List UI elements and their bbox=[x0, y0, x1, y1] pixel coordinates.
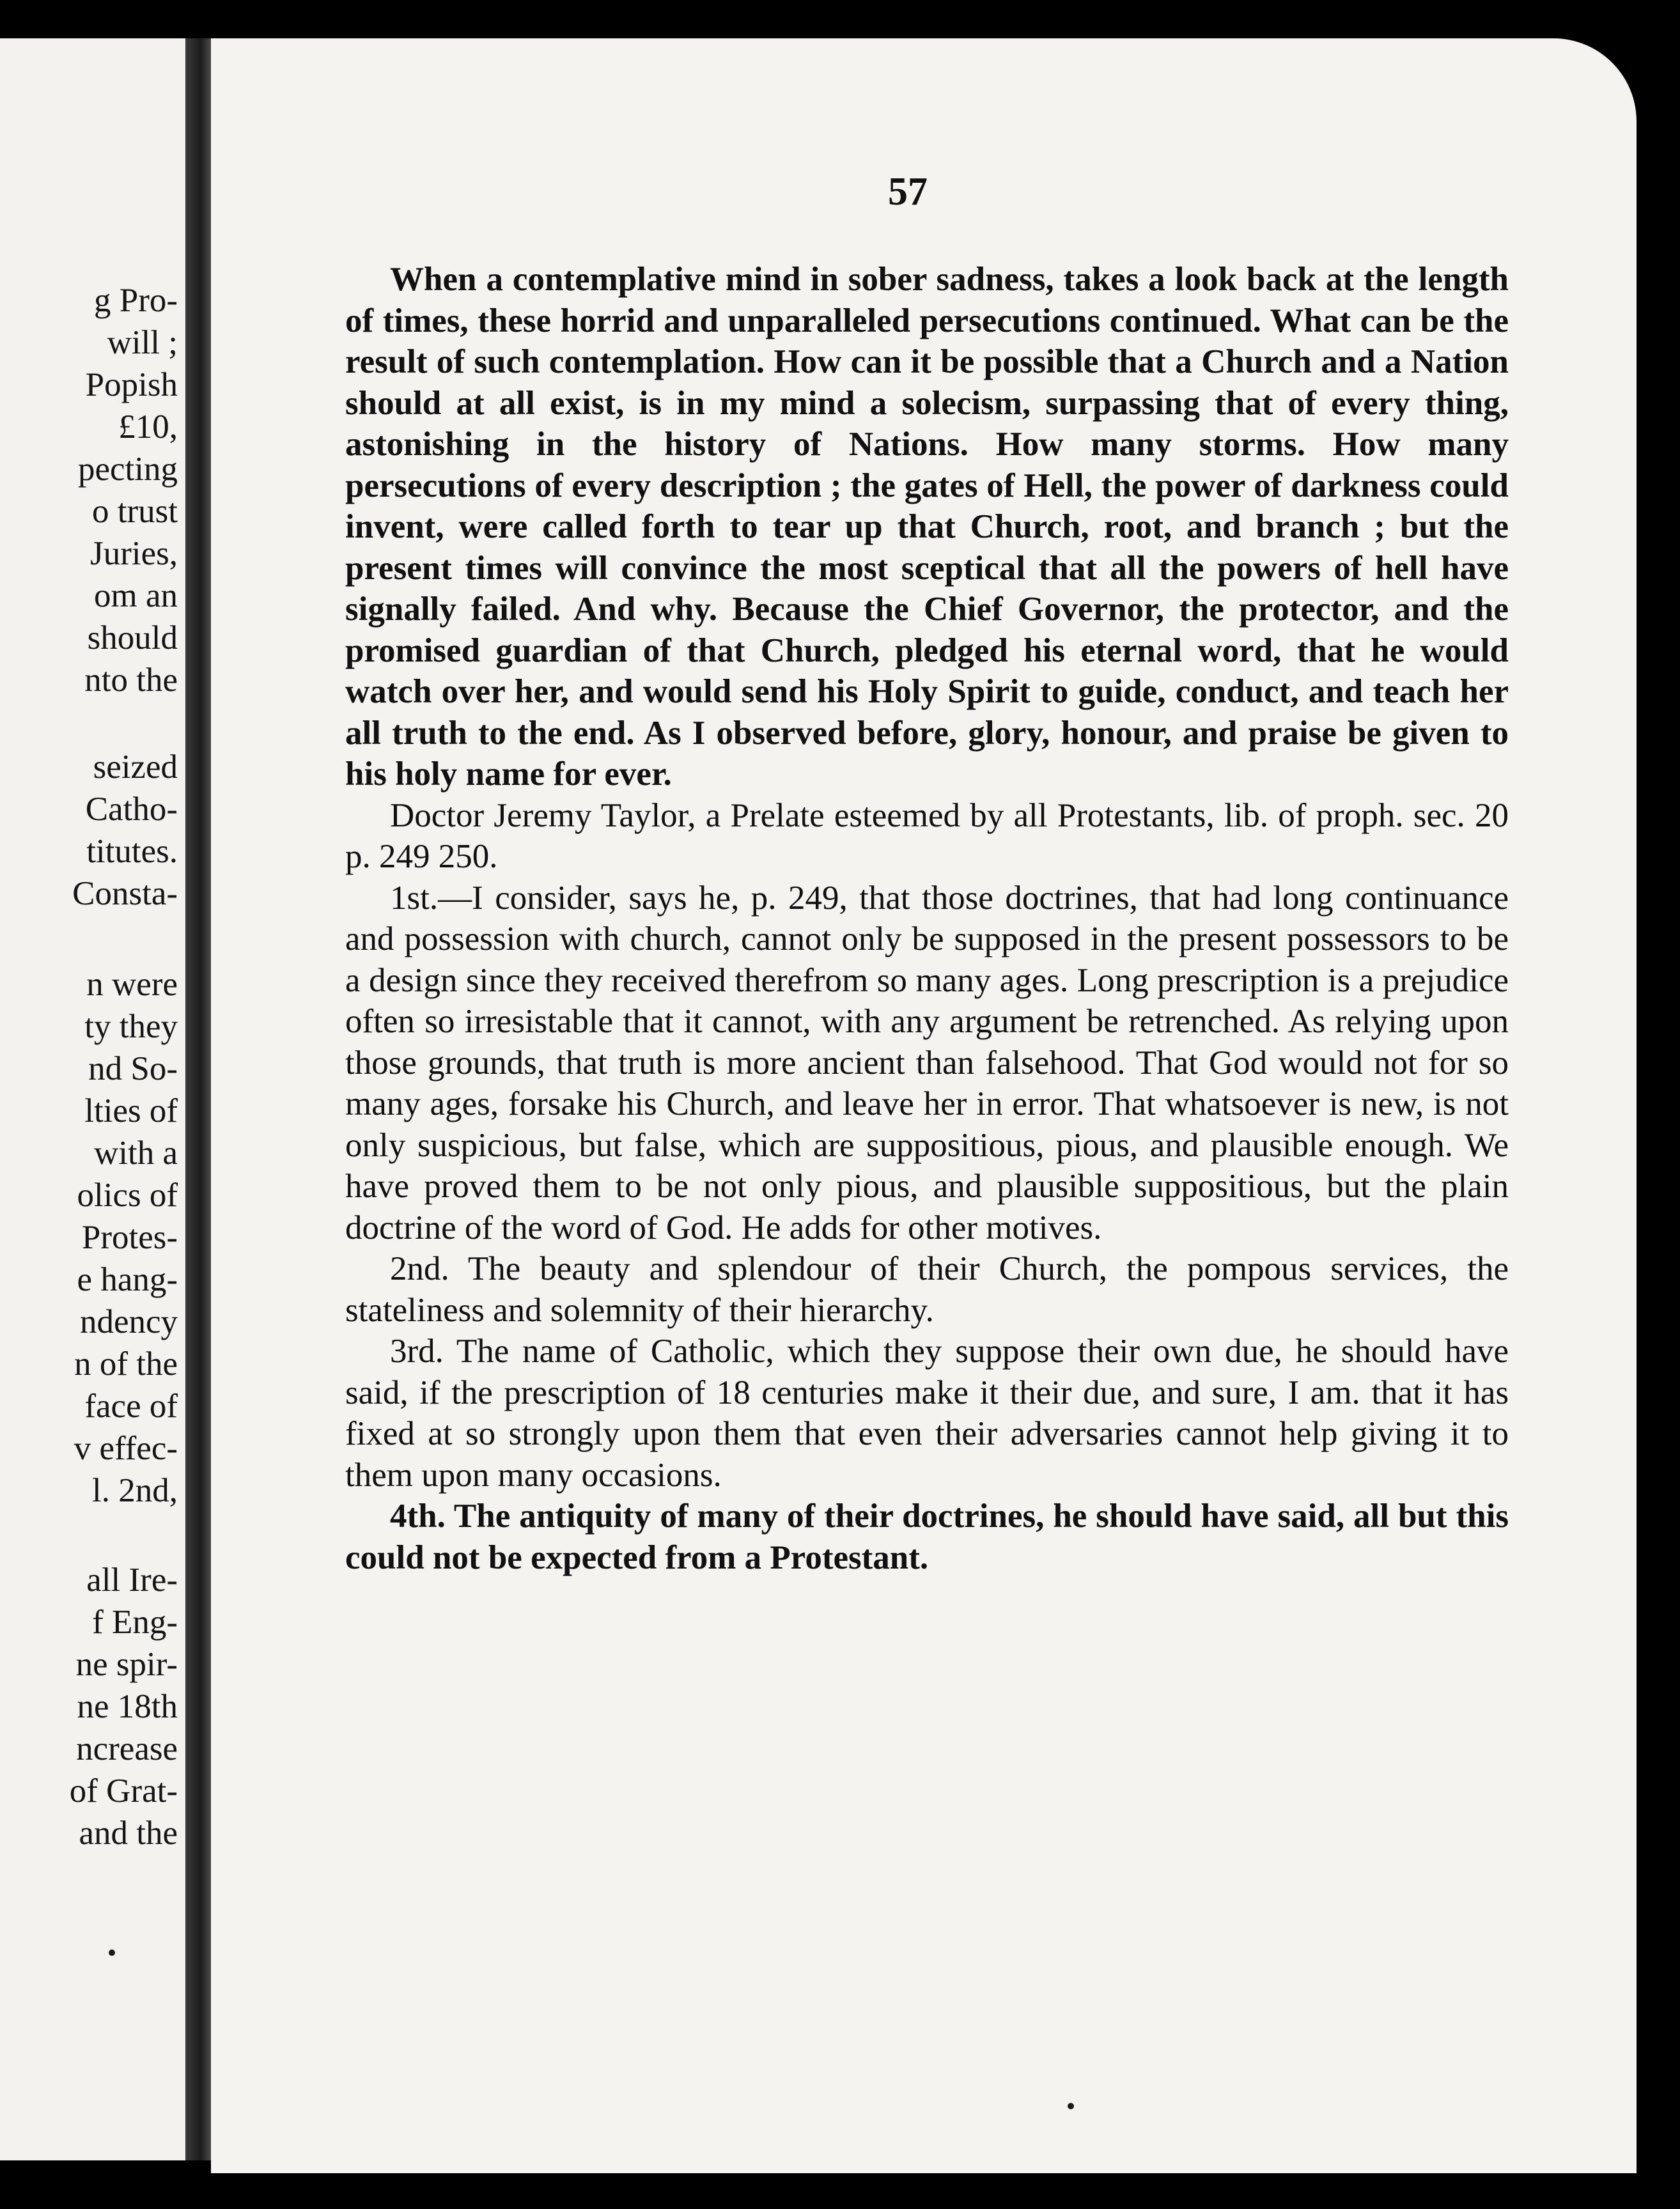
left-line: f Eng- bbox=[92, 1604, 178, 1641]
left-line: om an bbox=[94, 577, 178, 614]
left-line: Catho- bbox=[85, 791, 178, 828]
left-line: g Pro- bbox=[93, 282, 178, 319]
left-line: Consta- bbox=[72, 875, 178, 912]
left-line: e hang- bbox=[77, 1261, 178, 1298]
left-line: face of bbox=[84, 1388, 178, 1425]
left-facing-page bbox=[0, 38, 185, 2160]
book-gutter bbox=[185, 38, 211, 2160]
left-line: nd So- bbox=[88, 1050, 178, 1087]
main-page bbox=[211, 38, 1637, 2173]
paragraph-2: Doctor Jeremy Taylor, a Prelate esteemed by all Protestants, lib. of proph. sec. 20 p. 249 250. bbox=[345, 796, 1509, 875]
left-line: olics of bbox=[77, 1177, 178, 1214]
left-line: n of the bbox=[74, 1345, 178, 1383]
left-line: l. 2nd, bbox=[92, 1472, 178, 1509]
body-text bbox=[345, 259, 1509, 1578]
paragraph-4: 2nd. The beauty and splendour of their Church, the pompous services, the stateliness and solemnity of their hierarchy. bbox=[345, 1250, 1509, 1329]
left-line: pecting bbox=[78, 451, 178, 488]
left-line: should bbox=[87, 619, 178, 656]
paragraph-5: 3rd. The name of Catholic, which they suppose their own due, he should have said, if the prescription of 18 centuries make it their due, and sure, I am. that it has fixed at so strongly upon them that even their adversaries cannot help giving it to them upon many occasions. bbox=[345, 1333, 1509, 1494]
left-line: nto the bbox=[84, 662, 178, 699]
left-line: and the bbox=[79, 1815, 178, 1852]
left-line: ne spir- bbox=[75, 1646, 178, 1683]
left-line: will ; bbox=[107, 324, 178, 361]
left-line: all Ire- bbox=[86, 1562, 178, 1599]
left-line: Protes- bbox=[81, 1219, 178, 1256]
left-line: with a bbox=[94, 1135, 178, 1172]
paragraph-6: 4th. The antiquity of many of their doctrines, he should have said, all but this could not be expected from a Protestant. bbox=[345, 1498, 1509, 1576]
left-line: o trust bbox=[92, 493, 178, 530]
left-line: v effec- bbox=[74, 1430, 178, 1467]
left-line: £10, bbox=[118, 408, 178, 446]
left-line: Popish bbox=[85, 366, 178, 403]
left-line: ty they bbox=[84, 1008, 178, 1045]
paragraph-1: When a contemplative mind in sober sadness, takes a look back at the length of times, these horrid and unparalleled persecutions continued. What can be the result of such contemplation. How can it be possible that a Church and a Nation should at all exist, is in my mind a solecism, surpassing that of every thing, astonishing in the history of Nations. How many storms. How many persecutions of every description ; the gates of Hell, the power of darkness could invent, were called forth to tear up that Church, root, and branch ; but the present times will convince the most sceptical that all the powers of hell have signally failed. And why. Because the Chief Governor, the protector, and the promised guardian of that Church, pledged his eternal word, that he would watch over her, and would send his Holy Spirit to guide, conduct, and teach her all truth to the end. As I observed before, glory, honour, and praise be given to his holy name for ever. bbox=[345, 261, 1509, 793]
left-line: Juries, bbox=[90, 535, 178, 572]
ink-speck bbox=[109, 1949, 115, 1956]
ink-speck bbox=[1068, 2103, 1074, 2109]
left-line: titutes. bbox=[86, 833, 178, 870]
left-line: ncrease bbox=[76, 1730, 178, 1767]
paragraph-3: 1st.—I consider, says he, p. 249, that those doctrines, that had long continuance and possession with church, cannot only be supposed in the present possessors to be a design since they received therefrom so many ages. Long prescription is a prejudice often so irresistable that it cannot, with any argument be retrenched. As relying upon those grounds, that truth is more ancient than falsehood. That God would not for so many ages, forsake his Church, and leave her in error. That whatsoever is new, is not only suspicious, but false, which are suppositious, pious, and plausible enough. We have proved them to be not only pious, and plausible suppositious, but the plain doctrine of the word of God. He adds for other motives. bbox=[345, 879, 1509, 1246]
page-number: 57 bbox=[888, 170, 928, 213]
left-line: seized bbox=[93, 748, 178, 786]
left-line: ne 18th bbox=[77, 1688, 178, 1725]
left-line: of Grat- bbox=[69, 1772, 178, 1810]
left-line: n were bbox=[86, 966, 178, 1003]
left-line: lties of bbox=[84, 1092, 178, 1129]
left-line: ndency bbox=[79, 1303, 178, 1340]
